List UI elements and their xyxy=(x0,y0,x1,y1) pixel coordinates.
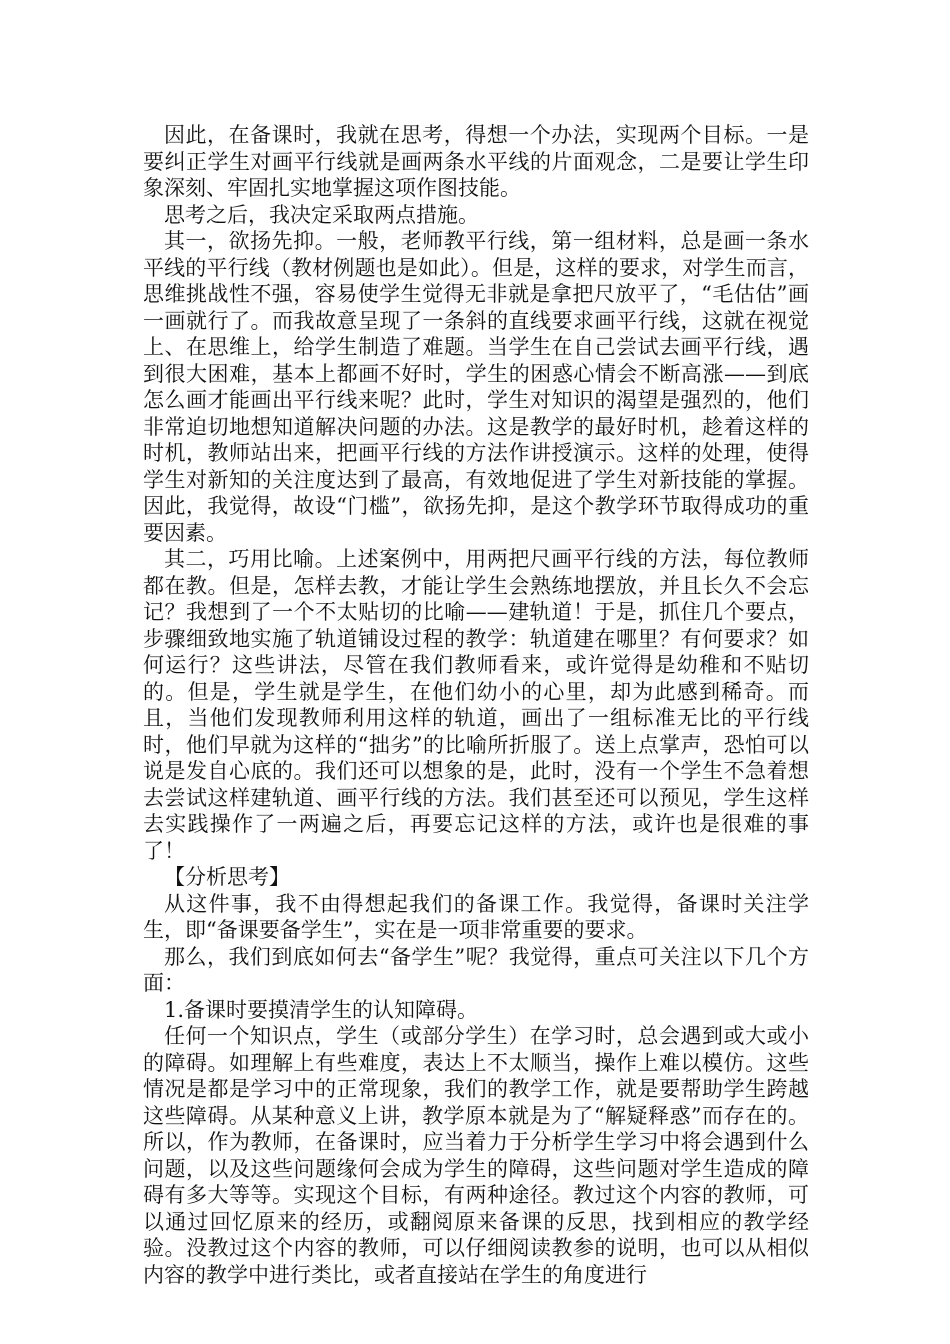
paragraph-question: 那么，我们到底如何去“备学生”呢？我觉得，重点可关注以下几个方面： xyxy=(143,944,809,995)
paragraph-decision: 思考之后，我决定采取两点措施。 xyxy=(164,202,479,227)
section-heading: 【分析思考】 xyxy=(164,865,290,889)
paragraph-measure-one: 其一，欲扬先抑。一般，老师教平行线，第一组材料，总是画一条水平线的平行线（教材例题也是如此）。但是，这样的要求，对学生而言，思维挑战性不强，容易使学生觉得无非就是拿把尺放平了，“毛估估”画一画就行了。而我故意呈现了一条斜的直线要求画平行线，这就在视觉上、在思维上，给学生制造了难题。当学生在自己尝试去画平行线，遇到很大困难，基本上都画不好时，学生的困惑心情会不断高涨——到底怎么画才能画出平行线来呢？此时，学生对知识的渴望是强烈的，他们非常迫切地想知道解决问题的办法。这是教学的最好时机，趁着这样的时机，教师站出来，把画平行线的方法作讲授演示。这样的处理，使得学生对新知的关注度达到了最高，有效地促进了学生对新技能的掌握。因此，我觉得，故设“门槛”，欲扬先抑，是这个教学环节取得成功的重要因素。 xyxy=(143,229,809,545)
document-page xyxy=(143,122,809,1288)
paragraph-measure-two: 其二，巧用比喻。上述案例中，用两把尺画平行线的方法，每位教师都在教。但是，怎样去教，才能让学生会熟练地摆放，并且长久不会忘记？我想到了一个不太贴切的比喻——建轨道！于是，抓住几个要点，步骤细致地实施了轨道铺设过程的教学：轨道建在哪里？有何要求？如何运行？这些讲法，尽管在我们教师看来，或许觉得是幼稚和不贴切的。但是，学生就是学生，在他们幼小的心里，却为此感到稀奇。而且，当他们发现教师利用这样的轨道，画出了一组标准无比的平行线时，他们早就为这样的“拙劣”的比喻所折服了。送上点掌声，恐怕可以说是发自心底的。我们还可以想象的是，此时，没有一个学生不急着想去尝试这样建轨道、画平行线的方法。我们甚至还可以预见，学生这样去实践操作了一两遍之后，再要忘记这样的方法，或许也是很难的事了！ xyxy=(143,547,809,863)
paragraph-point-one-body: 任何一个知识点，学生（或部分学生）在学习时，总会遇到或大或小的障碍。如理解上有些难度，表达上不太顺当，操作上难以模仿。这些情况是都是学习中的正常现象，我们的教学工作，就是要帮助学生跨越这些障碍。从某种意义上讲，教学原本就是为了“解疑释惑”而存在的。所以，作为教师，在备课时，应当着力于分析学生学习中将会遇到什么问题，以及这些问题缘何会成为学生的障碍，这些问题对学生造成的障碍有多大等等。实现这个目标，有两种途径。教过这个内容的教师，可以通过回忆原来的经历，或翻阅原来备课的反思，找到相应的教学经验。没教过这个内容的教师，可以仔细阅读教参的说明，也可以从相似内容的教学中进行类比，或者直接站在学生的角度进行 xyxy=(143,1024,809,1287)
paragraph-intro: 因此，在备课时，我就在思考，得想一个办法，实现两个目标。一是要纠正学生对画平行线就是画两条水平线的片面观念，二是要让学生印象深刻、牢固扎实地掌握这项作图技能。 xyxy=(143,123,809,200)
paragraph-reflection: 从这件事，我不由得想起我们的备课工作。我觉得，备课时关注学生，即“备课要备学生”，实在是一项非常重要的要求。 xyxy=(143,891,809,942)
paragraph-point-one: 1.备课时要摸清学生的认知障碍。 xyxy=(164,997,479,1022)
